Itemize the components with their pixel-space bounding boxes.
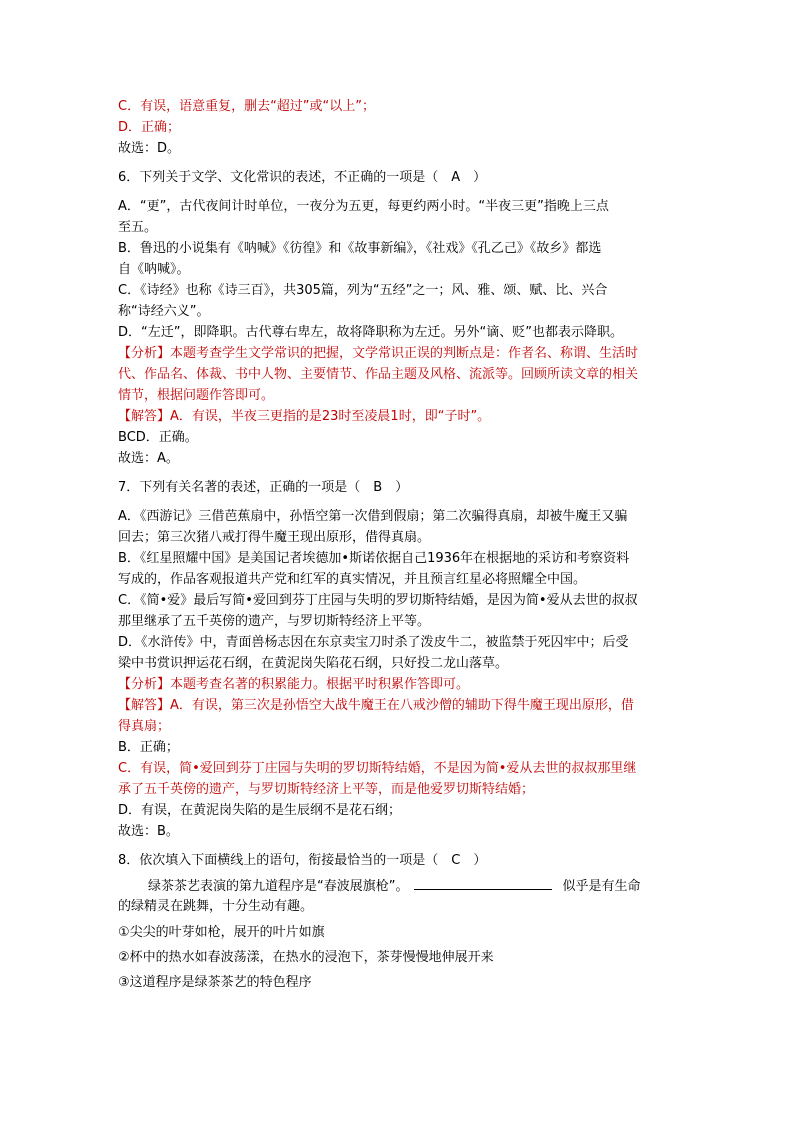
q6-analysis-line3: 情节，根据问题作答即可。 [118, 388, 275, 403]
q6-option-c-line2: 称“诗经六义”。 [118, 304, 210, 319]
q7-option-b-line2: 写成的，作品客观报道共产党和红军的真实情况，并且预言红星必将照耀全中国。 [118, 572, 587, 587]
q6-option-b-line1: B．鲁迅的小说集有《呐喊》《彷徨》和《故事新编》，《社戏》《孔乙己》《故乡》都选 [118, 241, 602, 256]
q8-passage-line2: 的绿精灵在跳舞，十分生动有趣。 [118, 899, 314, 914]
q6-analysis-line2: 代、作品名、体裁、书中人物、主要情节、作品主题及风格、流派等。回顾所读文章的相关 [118, 367, 639, 382]
q6-option-a-line1: A．“更”，古代夜间计时单位，一夜分为五更，每更约两小时。“半夜三更”指晚上三点 [118, 199, 609, 214]
q6-answer: 故选：A。 [118, 451, 179, 466]
q7-option-b-line1: B．《红星照耀中国》是美国记者埃德加•斯诺依据自己1936年在根据地的采访和考察资料 [118, 551, 630, 566]
q7-option-d-line2: 梁中书赏识押运花石纲，在黄泥岗失陷花石纲，只好投二龙山落草。 [118, 656, 509, 671]
q7-option-c-line1: C．《简•爱》最后写简•爱回到芬丁庄园与失明的罗切斯特结婚，是因为简•爱从去世的叔叔 [118, 593, 638, 608]
q5-option-c-note: C．有误，语意重复，删去“超过”或“以上”； [118, 99, 376, 114]
q7-solution-b: B．正确； [118, 740, 179, 755]
q7-solution-d: D．有误，在黄泥岗失陷的是生辰纲不是花石纲； [118, 803, 402, 818]
q7-solution-a-line2: 得真扇； [118, 719, 171, 734]
q7-solution-a-line1: 【解答】A．有误，第三次是孙悟空大战牛魔王在八戒沙僧的辅助下得牛魔王现出原形，借 [118, 698, 634, 713]
question-6 [118, 167, 674, 469]
q8-passage-part2: 似乎是有生命 [562, 879, 641, 894]
q6-stem: 6．下列关于文学、文化常识的表述，不正确的一项是（ A ） [118, 170, 487, 185]
q7-option-d-line1: D．《水浒传》中，青面兽杨志因在东京卖宝刀时杀了泼皮牛二，被监禁于死囚牢中；后受 [118, 635, 629, 650]
q7-option-a-line1: A．《西游记》三借芭蕉扇中，孙悟空第一次借到假扇；第二次骗得真扇，却被牛魔王又骗 [118, 509, 628, 524]
q7-analysis: 【分析】本题考查名著的积累能力。根据平时积累作答即可。 [118, 677, 470, 692]
q6-bcd-note: BCD．正确。 [118, 430, 198, 445]
q6-option-b-line2: 自《呐喊》。 [118, 262, 190, 277]
q5-answer: 故选：D。 [118, 141, 181, 156]
q8-answer-blank[interactable] [414, 875, 552, 890]
q8-sentence-2: ②杯中的热水如春波荡漾，在热水的浸泡下，茶芽慢慢地伸展开来 [118, 950, 494, 965]
q6-option-c-line1: C．《诗经》也称《诗三百》，共305篇，列为“五经”之一；风、雅、颂、赋、比、兴合 [118, 283, 608, 298]
q8-passage-line1 [118, 875, 674, 896]
q7-option-c-line2: 那里继承了五千英傍的遗产，与罗切斯特经济上平等。 [118, 614, 431, 629]
q7-stem: 7．下列有关名著的表述，正确的一项是（ B ） [118, 480, 409, 495]
q6-solution: 【解答】A．有误，半夜三更指的是23时至凌晨1时，即“子时”。 [118, 409, 491, 424]
q6-analysis-line1: 【分析】本题考查学生文学常识的把握，文学常识正误的判断点是：作者名、称谓、生活时 [118, 346, 639, 361]
q8-sentence-1: ①尖尖的叶芽如枪，展开的叶片如旗 [118, 925, 325, 940]
q7-solution-c-line2: 承了五千英傍的遗产，与罗切斯特经济上平等，而是他爱罗切斯特结婚； [118, 782, 535, 797]
q8-passage-part1: 绿茶茶艺表演的第九道程序是“春波展旗枪”。 [148, 879, 409, 894]
question-5-tail [118, 96, 674, 159]
q7-solution-c-line1: C．有误，简•爱回到芬丁庄园与失明的罗切斯特结婚，不是因为简•爱从去世的叔叔那里继 [118, 761, 637, 776]
q8-stem: 8．依次填入下面横线上的语句，衔接最恰当的一项是（ C ） [118, 853, 487, 868]
question-7 [118, 477, 674, 842]
question-8 [118, 850, 674, 995]
document-page [118, 96, 674, 995]
q8-sentence-3: ③这道程序是绿茶茶艺的特色程序 [118, 975, 312, 990]
q5-option-d-note: D．正确； [118, 120, 181, 135]
q6-option-d-line1: D．“左迁”，即降职。古代尊右卑左，故将降职称为左迁。另外“谪、贬”也都表示降职。 [118, 325, 623, 340]
q7-answer: 故选：B。 [118, 824, 179, 839]
q7-option-a-line2: 回去；第三次猪八戒打得牛魔王现出原形，借得真扇。 [118, 530, 431, 545]
q6-option-a-line2: 至五。 [118, 220, 158, 235]
